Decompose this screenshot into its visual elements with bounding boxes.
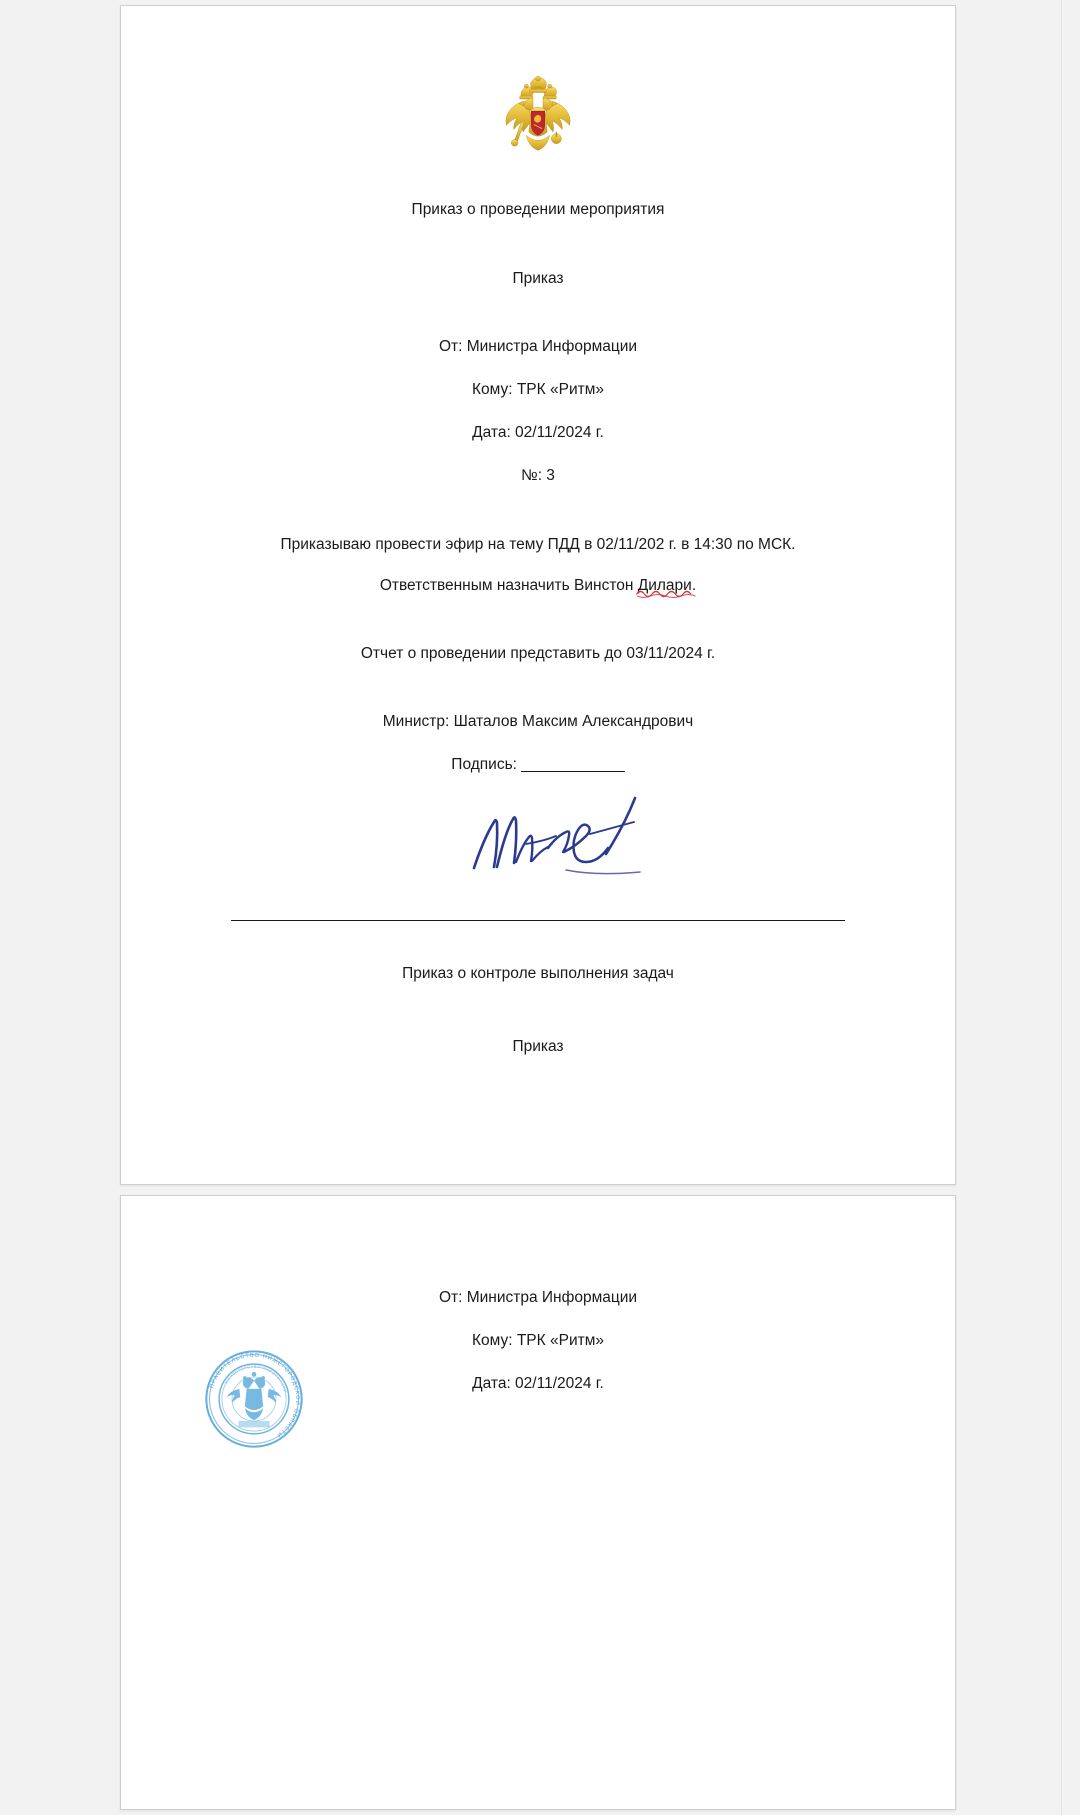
section-divider: [231, 920, 845, 921]
responsible-prefix: Ответственным назначить Винстон: [379, 577, 638, 595]
svg-text:МИНИСТЕРСТВО ИНФОРМАЦИИ: МИНИСТЕРСТВО ИНФОРМАЦИИ: [224, 1364, 288, 1394]
official-stamp-container: [199, 1344, 309, 1454]
page2-meta-date: Дата: 02/11/2024 г.: [472, 1374, 604, 1392]
document-page-1: [120, 5, 956, 1185]
page-title: Приказ о проведении мероприятия: [411, 201, 665, 218]
svg-text:ПРАВИТЕЛЬСТВО НИЖЕГОРОДСКОЙ ОБ: ПРАВИТЕЛЬСТВО НИЖЕГОРОДСКОЙ ОБЛАСТИ: [209, 1352, 301, 1439]
order-line: Приказываю провести эфир на тему ПДД в 02/11/202 г. в 14:30 по МСК.: [280, 535, 796, 553]
meta-date: Дата: 02/11/2024 г.: [472, 423, 604, 441]
document-subtitle: Приказ: [512, 269, 564, 287]
document-body: [161, 535, 915, 598]
page2-meta-from: От: Министра Информации: [438, 1289, 638, 1306]
signature-image-container: [161, 782, 915, 902]
meta-to: Кому: ТРК «Ритм»: [472, 380, 604, 398]
redacted-name: [638, 576, 696, 597]
report-line: Отчет о проведении представить до 03/11/2024 г.: [360, 645, 716, 663]
document-meta: [161, 337, 915, 487]
document-page-2: [120, 1195, 956, 1810]
meta-number: №: 3: [521, 466, 555, 484]
page2-meta-to: Кому: ТРК «Ритм»: [472, 1331, 604, 1349]
responsible-line: [161, 576, 915, 597]
signature-block: [161, 712, 915, 776]
second-order-subtitle: Приказ: [512, 1038, 564, 1056]
second-order-title: Приказ о контроле выполнения задач: [402, 965, 674, 983]
meta-from: От: Министра Информации: [438, 337, 638, 355]
minister-name: Министр: Шаталов Максим Александрович: [382, 713, 694, 731]
redacted-name-text: Дилари.: [637, 577, 697, 595]
russian-coat-of-arms-icon: [496, 72, 580, 162]
report-block: [161, 644, 915, 665]
emblem-container: [161, 6, 915, 162]
second-order-block: [161, 964, 915, 1058]
handwritten-signature-icon: [466, 782, 656, 892]
official-round-stamp-icon: [199, 1344, 309, 1454]
scrollbar-gutter[interactable]: [1061, 0, 1080, 1815]
signature-label: Подпись: ____________: [451, 756, 625, 774]
